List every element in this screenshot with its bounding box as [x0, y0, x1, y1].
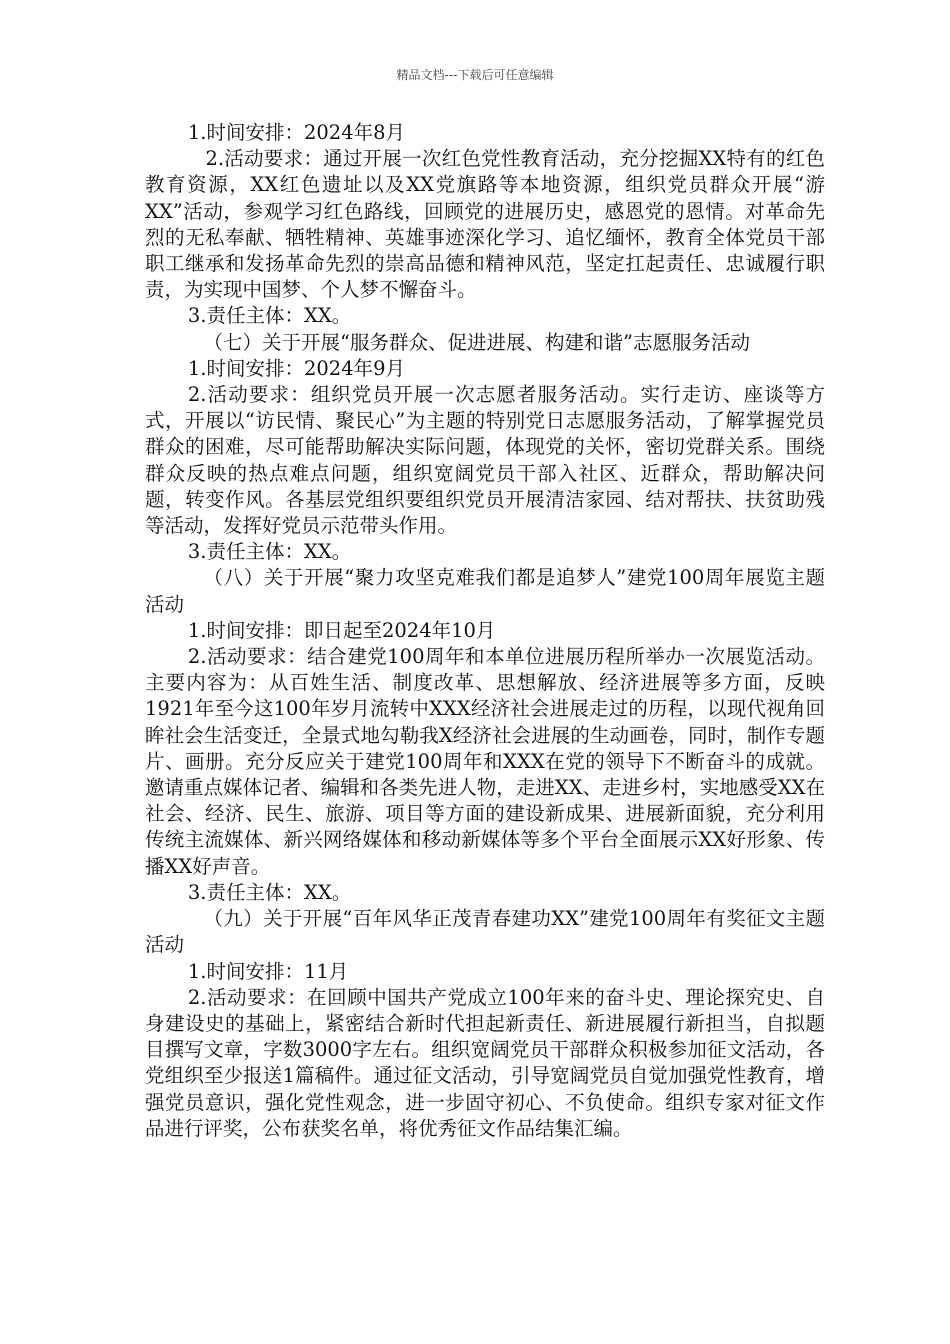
section-heading: （七）关于开展“服务群众、促进进展、构建和谐”志愿服务活动 [203, 330, 750, 354]
paragraph: 2.活动要求：在回顾中国共产党成立100年来的奋斗史、理论探究史、自身建设史的基础上，紧密结合新时代担起新责任、新进展履行新担当，自拟题目撰写文章，字数3000字左右。组织宽阔党员干部群众积极参加征文活动，各党组织至少报送1篇稿件。通过征文活动，引导宽阔党员自觉加强党性教育，增强党员意识，强化党性观念，进一步固守初心、不负使命。组织专家对征文作品进行评奖，公布获奖名单，将优秀征文作品结集汇编。 [145, 985, 825, 1140]
paragraph: 2.活动要求：通过开展一次红色党性教育活动，充分挖掘XX特有的红色教育资源，XX红色遗址以及XX党旗路等本地资源，组织党员群众开展“游XX”活动，参观学习红色路线，回顾党的进展历史，感恩党的恩情。对革命先烈的无私奉献、牺牲精神、英雄事迹深化学习、追忆缅怀，教育全体党员干部职工继承和发扬革命先烈的崇高品德和精神风范，坚定扛起责任、忠诚履行职责，为实现中国梦、个人梦不懈奋斗。 [145, 147, 825, 302]
paragraph: 1.时间安排：即日起至2024年10月 [187, 618, 496, 642]
paragraph: 2.活动要求：结合建党100周年和本单位进展历程所举办一次展览活动。主要内容为：从百姓生活、制度改革、思想解放、经济进展等多方面，反映1921年至今这100年岁月流转中XXX经济社会进展走过的历程，以现代视角回眸社会生活变迁，全景式地勾勒我X经济社会进展的生动画卷，同时，制作专题片、画册。充分反应关于建党100周年和XXX在党的领导下不断奋斗的成就。邀请重点媒体记者、编辑和各类先进人物，走进XX、走进乡村，实地感受XX在社会、经济、民生、旅游、项目等方面的建设新成果、进展新面貌，充分利用传统主流媒体、新兴网络媒体和移动新媒体等多个平台全面展示XX好形象、传播XX好声音。 [145, 645, 825, 878]
paragraph: 1.时间安排：2024年9月 [187, 356, 406, 380]
section-heading: （八）关于开展“聚力攻坚克难我们都是追梦人”建党100周年展览主题活动 [145, 566, 825, 616]
section-heading: （九）关于开展“百年风华正茂青春建功XX”建党100周年有奖征文主题活动 [145, 907, 825, 957]
paragraph: 3.责任主体：XX。 [187, 540, 352, 564]
paragraph: 3.责任主体：XX。 [187, 880, 352, 904]
paragraph: 3.责任主体：XX。 [187, 304, 352, 328]
paragraph: 1.时间安排：2024年8月 [187, 121, 406, 144]
page-header: 精品文档---下载后可任意编辑 [396, 68, 554, 82]
paragraph: 2.活动要求：组织党员开展一次志愿者服务活动。实行走访、座谈等方式，开展以“访民情、聚民心”为主题的特别党日志愿服务活动，了解掌握党员群众的困难，尽可能帮助解决实际问题，体现党的关怀，密切党群关系。围绕群众反映的热点难点问题，组织宽阔党员干部入社区、近群众，帮助解决问题，转变作风。各基层党组织要组织党员开展清洁家园、结对帮扶、扶贫助残等活动，发挥好党员示范带头作用。 [145, 383, 825, 538]
document-body [145, 120, 825, 1142]
paragraph: 1.时间安排：11月 [187, 959, 349, 983]
